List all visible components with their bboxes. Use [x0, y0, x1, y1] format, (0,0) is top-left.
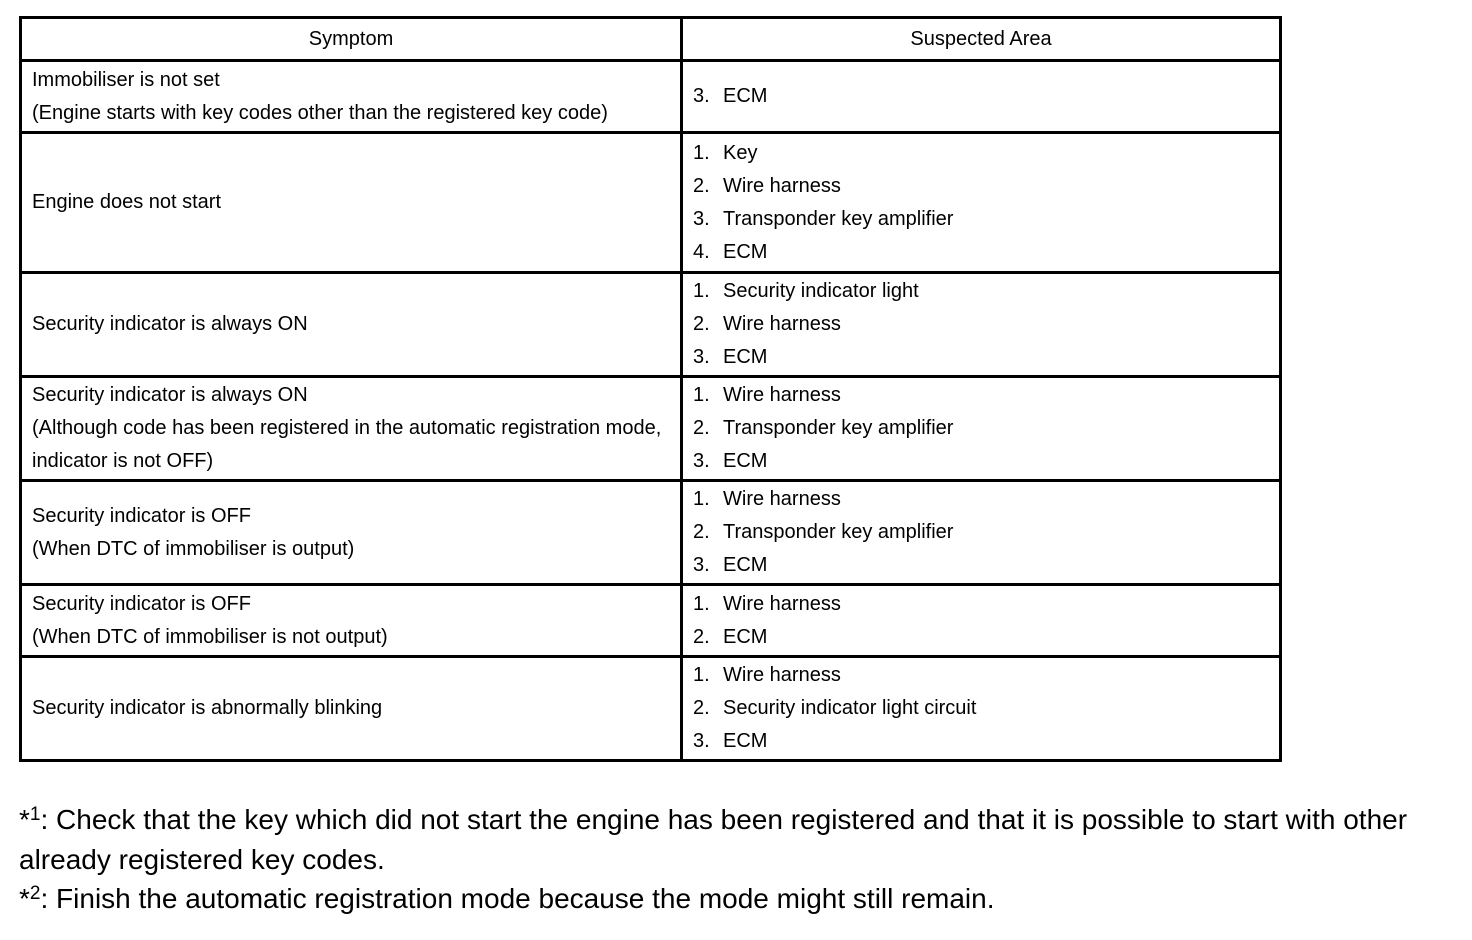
list-item	[693, 621, 1269, 654]
symptom-text: Engine does not start	[32, 191, 222, 213]
symptom-cell	[21, 585, 682, 657]
footnote-text: : Finish the automatic registration mode because the mode might still remain.	[40, 883, 995, 914]
suspected-area-list	[693, 588, 1269, 654]
symptom-cell	[21, 273, 682, 377]
suspected-area-cell	[682, 133, 1281, 273]
table-row	[21, 657, 1281, 761]
list-item	[693, 80, 1269, 113]
footnote-number: 2	[29, 883, 41, 904]
suspected-area-cell	[682, 61, 1281, 133]
list-item	[693, 483, 1269, 516]
item-number: 2.	[693, 313, 710, 335]
header-symptom: Symptom	[21, 18, 682, 61]
symptom-note: (Although code has been registered in the automatic registration mode, indicator is not OFF)	[32, 417, 662, 472]
list-item	[693, 379, 1269, 412]
list-item	[693, 236, 1269, 269]
item-number: 4.	[693, 240, 710, 263]
item-number: 2.	[693, 697, 710, 719]
symptom-cell	[21, 61, 682, 133]
item-number: 1.	[693, 141, 710, 164]
item-number: 2.	[693, 521, 710, 543]
item-number: 1.	[693, 280, 710, 302]
item-text: ECM	[723, 85, 768, 107]
item-text: Transponder key amplifier	[723, 521, 954, 543]
footnote-2	[19, 879, 1464, 919]
footnote-1	[19, 800, 1464, 879]
header-suspected-area: Suspected Area	[682, 18, 1281, 61]
item-number: 3.	[693, 730, 710, 752]
item-text: Transponder key amplifier	[723, 417, 954, 439]
item-text: ECM	[723, 730, 768, 752]
item-number: 2.	[693, 625, 710, 648]
symptom-note: (When DTC of immobiliser is not output)	[32, 625, 388, 648]
suspected-area-list	[693, 137, 1269, 269]
symptom-cell	[21, 377, 682, 481]
item-text: Wire harness	[723, 313, 841, 335]
table-row	[21, 481, 1281, 585]
list-item	[693, 659, 1269, 692]
item-text: Wire harness	[723, 664, 841, 686]
suspected-area-list	[693, 659, 1269, 758]
suspected-area-cell	[682, 585, 1281, 657]
item-text: Transponder key amplifier	[723, 207, 954, 230]
list-item	[693, 137, 1269, 170]
item-text: Security indicator light	[723, 280, 919, 302]
list-item	[693, 341, 1269, 374]
list-item	[693, 588, 1269, 621]
symptom-text: Security indicator is OFF	[32, 592, 251, 615]
suspected-area-cell	[682, 273, 1281, 377]
item-text: ECM	[723, 554, 768, 576]
item-number: 3.	[693, 85, 710, 107]
item-text: Key	[723, 141, 758, 164]
symptom-note: (When DTC of immobiliser is output)	[32, 537, 355, 560]
item-number: 3.	[693, 554, 710, 576]
item-number: 3.	[693, 207, 710, 230]
symptom-text: Security indicator is always ON	[32, 384, 308, 406]
item-text: Wire harness	[723, 488, 841, 510]
list-item	[693, 549, 1269, 582]
table-row	[21, 133, 1281, 273]
suspected-area-list	[693, 275, 1269, 374]
item-number: 1.	[693, 384, 710, 406]
list-item	[693, 725, 1269, 758]
table-row	[21, 585, 1281, 657]
item-number: 1.	[693, 592, 710, 615]
item-text: Wire harness	[723, 384, 841, 406]
item-number: 1.	[693, 664, 710, 686]
footnote-text: : Check that the key which did not start the engine has been registered and that it is possible to start with other already registered key codes.	[19, 804, 1408, 875]
item-text: Wire harness	[723, 592, 841, 615]
symptom-text: Security indicator is OFF	[32, 504, 251, 527]
item-text: ECM	[723, 625, 768, 648]
item-number: 2.	[693, 417, 710, 439]
symptom-cell	[21, 133, 682, 273]
item-number: 1.	[693, 488, 710, 510]
list-item	[693, 308, 1269, 341]
table-row	[21, 377, 1281, 481]
footnotes	[19, 800, 1464, 919]
footnote-asterisk: *	[19, 883, 30, 914]
list-item	[693, 692, 1269, 725]
symptom-text: Security indicator is always ON	[32, 313, 308, 335]
symptom-table	[19, 16, 1282, 762]
item-text: ECM	[723, 346, 768, 368]
item-number: 3.	[693, 450, 710, 472]
list-item	[693, 275, 1269, 308]
item-text: ECM	[723, 450, 768, 472]
symptom-text: Immobiliser is not set	[32, 68, 220, 91]
list-item	[693, 170, 1269, 203]
footnote-asterisk: *	[19, 804, 30, 835]
list-item	[693, 516, 1269, 549]
suspected-area-list	[693, 80, 1269, 113]
suspected-area-list	[693, 379, 1269, 478]
table-row	[21, 273, 1281, 377]
symptom-text: Security indicator is abnormally blinking	[32, 697, 383, 719]
suspected-area-list	[693, 483, 1269, 582]
symptom-cell	[21, 481, 682, 585]
symptom-note: (Engine starts with key codes other than the registered key code)	[32, 101, 608, 124]
item-text: ECM	[723, 240, 768, 263]
suspected-area-cell	[682, 377, 1281, 481]
symptom-cell	[21, 657, 682, 761]
table-header-row	[21, 18, 1281, 61]
item-text: Wire harness	[723, 174, 841, 197]
footnote-number: 1	[29, 804, 41, 825]
table-row	[21, 61, 1281, 133]
suspected-area-cell	[682, 657, 1281, 761]
item-number: 3.	[693, 346, 710, 368]
item-text: Security indicator light circuit	[723, 697, 977, 719]
list-item	[693, 203, 1269, 236]
item-number: 2.	[693, 174, 710, 197]
suspected-area-cell	[682, 481, 1281, 585]
list-item	[693, 412, 1269, 445]
list-item	[693, 445, 1269, 478]
